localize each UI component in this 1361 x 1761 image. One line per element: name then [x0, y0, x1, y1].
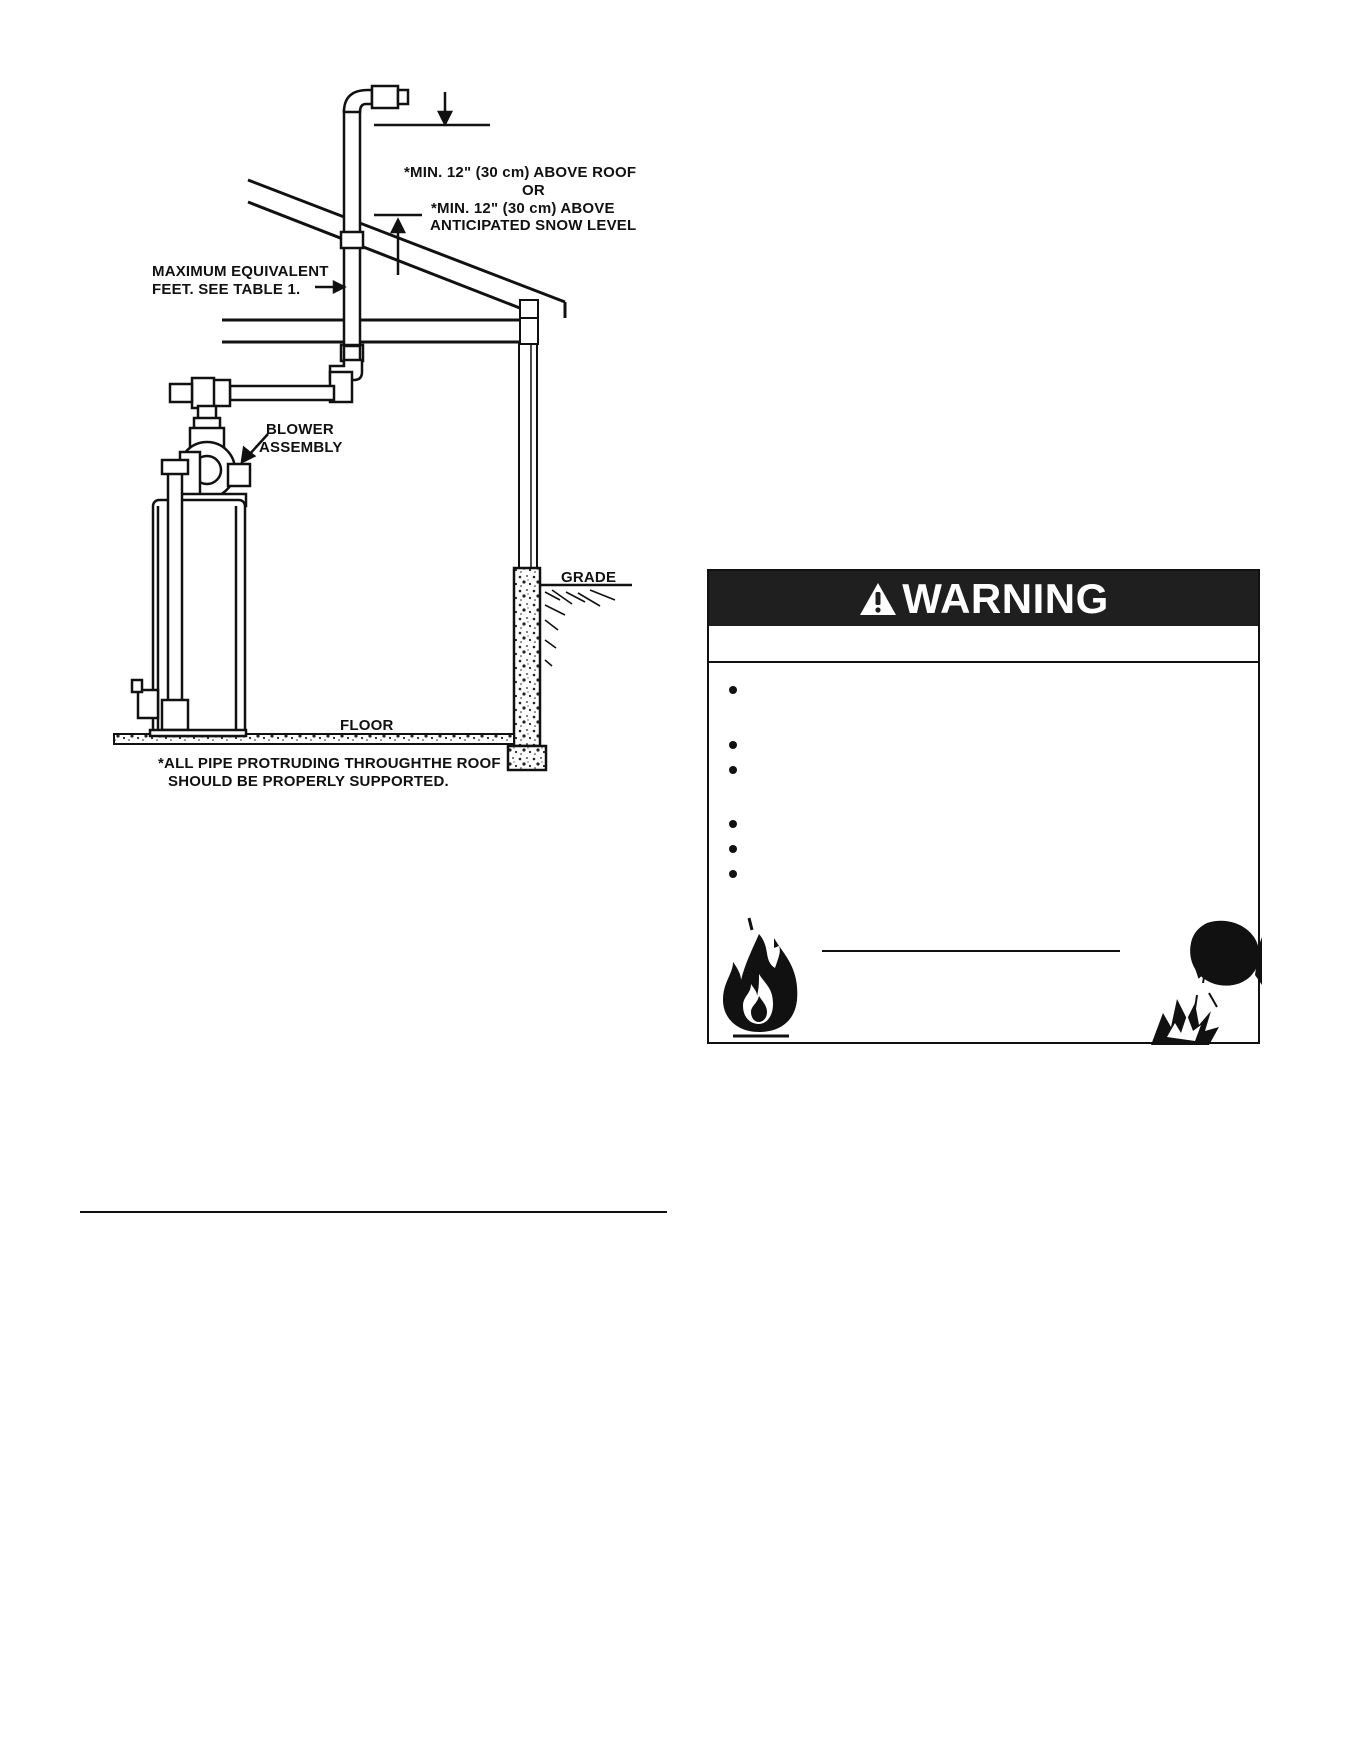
warning-triangle-icon — [858, 581, 898, 617]
grade-soil — [540, 585, 632, 666]
warning-bullet-3 — [729, 766, 737, 774]
grade-label: GRADE — [561, 569, 617, 586]
ceiling-joist — [222, 320, 538, 342]
warning-title: WARNING — [902, 574, 1109, 622]
or-label: OR — [522, 182, 545, 199]
support-note-line2: SHOULD BE PROPERLY SUPPORTED. — [168, 773, 449, 790]
snow-level-label: ANTICIPATED SNOW LEVEL — [430, 217, 637, 234]
explosion-icon — [1147, 915, 1262, 1045]
floor-label: FLOOR — [340, 717, 394, 734]
blower-assembly — [179, 428, 250, 500]
max-equivalent-label: MAXIMUM EQUIVALENT — [152, 263, 329, 280]
roof-clearance-label: *MIN. 12" (30 cm) ABOVE ROOF — [404, 164, 637, 181]
fascia — [520, 300, 538, 318]
warning-header — [709, 571, 1258, 626]
assembly-label: ASSEMBLY — [259, 439, 343, 456]
blower-label: BLOWER — [266, 421, 334, 438]
warning-rule — [822, 950, 1120, 952]
warning-subheader — [709, 626, 1258, 663]
water-heater — [132, 460, 246, 736]
see-table-label: FEET. SEE TABLE 1. — [152, 281, 301, 298]
warning-bullet-5 — [729, 845, 737, 853]
section-rule — [80, 1211, 667, 1213]
warning-bullet-6 — [729, 870, 737, 878]
warning-bullet-1 — [729, 686, 737, 694]
warning-bullet-4 — [729, 820, 737, 828]
venting-diagram — [0, 0, 700, 800]
warning-bullet-2 — [729, 741, 737, 749]
fire-icon — [719, 916, 801, 1040]
vent-pipe — [330, 86, 408, 402]
snow-clearance-label: *MIN. 12" (30 cm) ABOVE — [431, 200, 615, 217]
support-note-line1: *ALL PIPE PROTRUDING THROUGHTHE ROOF — [158, 755, 501, 772]
exterior-wall — [519, 344, 537, 568]
warning-box — [707, 569, 1260, 1044]
